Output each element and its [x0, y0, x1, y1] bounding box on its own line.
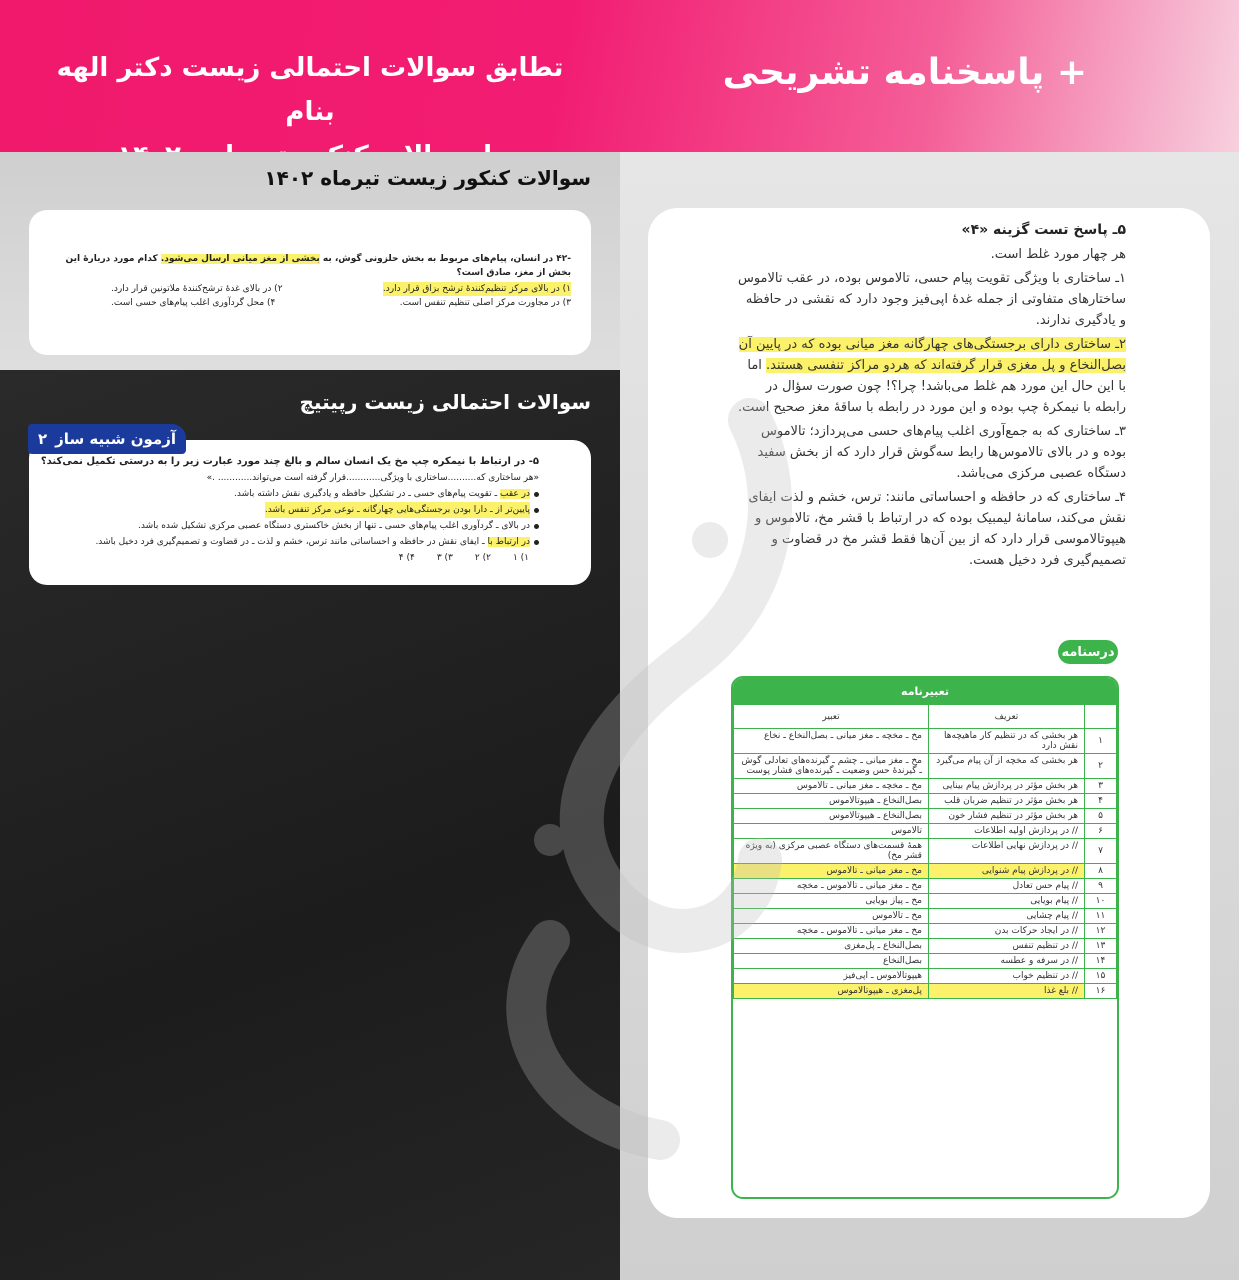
table-row — [734, 909, 1117, 924]
bullet-1-text: ـ تقویت پیام‌های حسی ـ در تشکیل حافظه و یادگیری نقش داشته باشد. — [234, 489, 501, 499]
answer-item-2-hl: ۲ـ ساختاری دارای برجستگی‌های چهارگانه مغز میانی بوده که در پایین آن بصل‌النخاع و پل مغزی قرار گرفته‌اند که هردو مراکز تنفسی هستند. — [738, 337, 1126, 373]
table-row — [734, 894, 1117, 909]
row-definition: // پیام حس تعادل — [929, 879, 1085, 894]
choice-3: ۳) ۳ — [436, 553, 453, 563]
row-expression: مخ ـ پیاز بویایی — [734, 894, 929, 909]
row-number: ۳ — [1085, 779, 1117, 794]
choice-1: ۱) ۱ — [512, 553, 529, 563]
row-definition: // پیام چشایی — [929, 909, 1085, 924]
question-number: -۴۲ — [556, 254, 571, 264]
row-number: ۱۲ — [1085, 924, 1117, 939]
bullet-4-hl: در ارتباط با — [487, 537, 530, 547]
row-definition: // پیام بویایی — [929, 894, 1085, 909]
header-right-title: + پاسخنامه تشریحی — [722, 52, 1087, 93]
row-number: ۱۶ — [1085, 984, 1117, 999]
mock-exam-badge — [28, 424, 186, 454]
badge-label: آزمون شبیه ساز — [55, 430, 176, 448]
option-2: ۲) در بالای غدهٔ ترشح‌کنندهٔ ملاتونین قرار دارد. — [111, 284, 283, 294]
bullet-3-text: در بالای ـ گردآوری اغلب پیام‌های حسی ـ تنها از بخش خاکستری دستگاه عصبی مرکزی تشکیل شده باشد. — [137, 521, 530, 531]
choice-4: ۴) ۴ — [398, 553, 415, 563]
header-banner — [0, 0, 1239, 152]
table-row — [734, 754, 1117, 779]
row-number: ۸ — [1085, 864, 1117, 879]
table-row — [734, 954, 1117, 969]
row-number: ۱۱ — [1085, 909, 1117, 924]
row-definition: // در تنظیم تنفس — [929, 939, 1085, 954]
row-expression: مخ ـ مخچه ـ مغز میانی ـ بصل‌النخاع ـ نخاع — [734, 729, 929, 754]
row-expression: پل‌مغزی ـ هیپوتالاموس — [734, 984, 929, 999]
table-row — [734, 729, 1117, 754]
konkur-title: سوالات کنکور زیست تیرماه ۱۴۰۲ — [264, 166, 591, 190]
option-1: ۱) در بالای مرکز تنظیم‌کنندهٔ ترشح بزاق قرار دارد. — [382, 284, 571, 294]
answer-item-2 — [736, 334, 1126, 418]
row-expression: مخ ـ مخچه ـ مغز میانی ـ تالاموس — [734, 779, 929, 794]
answer-item-4: ۴ـ ساختاری که در حافظه و احساساتی مانند: ترس، خشم و لذت ایفای نقش می‌کند، سامانهٔ لیمبیک بوده که در ارتباط با قشر مخ، تالاموس و هیپوتالاموسی قرار دارد که از بین آن‌ها فقط قشر مخ در قضاوت و تصمیم‌گیری فرد دخیل هست. — [748, 490, 1126, 568]
bullet-2 — [39, 502, 539, 518]
bullet-1 — [39, 486, 539, 502]
table-row — [734, 939, 1117, 954]
question-5-fill: «هر ساختاری که..........ساختاری با ویژگی............قرار گرفته است می‌تواند............ .» — [206, 473, 539, 483]
row-expression: بصل‌النخاع ـ هیپوتالاموس — [734, 794, 929, 809]
bullet-1-hl: در عقب — [500, 489, 530, 499]
answer-item-2-text: اما با این حال این مورد هم غلط می‌باشد! چرا؟! چون صورت سؤال در رابطه با نیمکرهٔ چپ بوده و این مورد در رابطه با ساقهٔ مغز صحیح است. — [737, 358, 1126, 415]
row-number: ۷ — [1085, 839, 1117, 864]
row-expression: مخ ـ مغز میانی ـ تالاموس — [734, 864, 929, 879]
row-expression: تالاموس — [734, 824, 929, 839]
answer-item-1: ۱ـ ساختاری با ویژگی تقویت پیام حسی، تالاموس بوده، در عقب تالاموس ساختارهای متفاوتی از جمله غدهٔ اپی‌فیز وجود دارد که نقشی در حافظه و یادگیری ندارند. — [737, 271, 1126, 328]
table-row — [734, 794, 1117, 809]
row-definition: // در پردازش پیام شنوایی — [929, 864, 1085, 879]
row-definition: هر بخش مؤثر در تنظیم ضربان قلب — [929, 794, 1085, 809]
row-definition: // در ایجاد حرکات بدن — [929, 924, 1085, 939]
option-3: ۳) در مجاورت مرکز اصلی تنظیم تنفس است. — [399, 298, 571, 308]
answer-item-3: ۳ـ ساختاری که به جمع‌آوری اغلب پیام‌های حسی می‌پردازد؛ تالاموس بوده و در بالای تالاموس‌ها رابط سه‌گوش قرار دارد که از بخش سفید دستگاه عصبی مرکزی می‌باشد. — [757, 424, 1126, 481]
col-expression: تعبیر — [734, 705, 929, 729]
table-row — [734, 779, 1117, 794]
answer-choices — [39, 550, 539, 566]
bullet-4-text: ـ ایفای نقش در حافظه و احساساتی مانند ترس، خشم و لذت ـ در قضاوت و تصمیم‌گیری فرد دخیل باشد. — [95, 537, 488, 547]
table-grid — [733, 704, 1117, 999]
bullet-2-text: پایین‌تر از ـ دارا بودن برجستگی‌هایی چهارگانه ـ نوعی مرکز تنفس باشد. — [265, 502, 530, 518]
table-row — [734, 809, 1117, 824]
row-expression: همهٔ قسمت‌های دستگاه عصبی مرکزی (به ویژه قشر مخ) — [734, 839, 929, 864]
row-number: ۱۵ — [1085, 969, 1117, 984]
row-expression: بصل‌النخاع ـ هیپوتالاموس — [734, 809, 929, 824]
row-expression: مخ ـ مغز میانی ـ تالاموس ـ مخچه — [734, 879, 929, 894]
row-number: ۴ — [1085, 794, 1117, 809]
answer-heading: ۵ـ پاسخ تست گزینه «۴» — [961, 222, 1126, 238]
choice-2: ۲) ۲ — [474, 553, 491, 563]
question-text-a: در انسان، پیام‌های مربوط به بخش حلزونی گوش، به — [319, 254, 554, 264]
question-5-stem: ۵- در ارتباط با نیمکره چپ مخ یک انسان سالم و بالغ چند مورد عبارت زیر را به درستی تکمیل نمی‌کند؟ — [40, 456, 539, 467]
row-expression: مخ ـ تالاموس — [734, 909, 929, 924]
col-definition: تعریف — [929, 705, 1085, 729]
question-text-b: کدام مورد دربارهٔ این بخش از مغز، صادق است؟ — [65, 254, 571, 278]
table-row — [734, 969, 1117, 984]
row-definition: هر بخش مؤثر در تنظیم فشار خون — [929, 809, 1085, 824]
row-number: ۶ — [1085, 824, 1117, 839]
table-row — [734, 984, 1117, 999]
answer-intro: هر چهار مورد غلط است. — [990, 247, 1126, 262]
row-number: ۱۴ — [1085, 954, 1117, 969]
konkur-question-card — [29, 210, 591, 355]
row-number: ۵ — [1085, 809, 1117, 824]
table-title: تعبیرنامه — [733, 678, 1117, 704]
row-expression: بصل‌النخاع — [734, 954, 929, 969]
tabirnameh-table — [731, 676, 1119, 1199]
table-row — [734, 924, 1117, 939]
row-definition: // در پردازش اولیه اطلاعات — [929, 824, 1085, 839]
row-expression: مخ ـ مغز میانی ـ تالاموس ـ مخچه — [734, 924, 929, 939]
row-number: ۱ — [1085, 729, 1117, 754]
row-number: ۹ — [1085, 879, 1117, 894]
table-row — [734, 839, 1117, 864]
table-row — [734, 824, 1117, 839]
row-definition: هر بخش مؤثر در پردازش پیام بینایی — [929, 779, 1085, 794]
repetich-question-card — [29, 440, 591, 585]
row-expression: مخ ـ مغز میانی ـ چشم ـ گیرنده‌های تعادلی گوش ـ گیرندهٔ حس وضعیت ـ گیرنده‌های فشار پوست — [734, 754, 929, 779]
table-row — [734, 864, 1117, 879]
row-definition: هر بخشی که مخچه از آن پیام می‌گیرد — [929, 754, 1085, 779]
repetich-title: سوالات احتمالی زیست رپیتیچ — [299, 390, 591, 414]
bullet-4 — [39, 534, 539, 550]
row-number: ۲ — [1085, 754, 1117, 779]
col-num — [1085, 705, 1117, 729]
header-left-line1: تطابق سوالات احتمالی زیست دکتر الهه بنام — [56, 53, 564, 127]
option-4: ۴) محل گردآوری اغلب پیام‌های حسی است. — [111, 298, 276, 308]
row-expression: بصل‌النخاع ـ پل‌مغزی — [734, 939, 929, 954]
answer-text — [736, 220, 1126, 574]
question-42-stem — [51, 252, 571, 280]
bullet-3 — [39, 518, 539, 534]
darsnameh-tag: درسنامه — [1058, 640, 1118, 664]
row-definition: // در سرفه و عطسه — [929, 954, 1085, 969]
row-expression: هیپوتالاموس ـ اپی‌فیز — [734, 969, 929, 984]
row-number: ۱۳ — [1085, 939, 1117, 954]
row-definition: // بلع غذا — [929, 984, 1085, 999]
row-number: ۱۰ — [1085, 894, 1117, 909]
row-definition: // در تنظیم خواب — [929, 969, 1085, 984]
row-definition: هر بخشی که در تنظیم کار ماهیچه‌ها نقش دارد — [929, 729, 1085, 754]
table-row — [734, 879, 1117, 894]
question-42 — [51, 252, 571, 310]
badge-number: ۲ — [38, 430, 48, 448]
question-highlight: بخشی از مغز میانی ارسال می‌شود. — [160, 254, 320, 264]
row-definition: // در پردازش نهایی اطلاعات — [929, 839, 1085, 864]
question-5 — [39, 454, 539, 566]
